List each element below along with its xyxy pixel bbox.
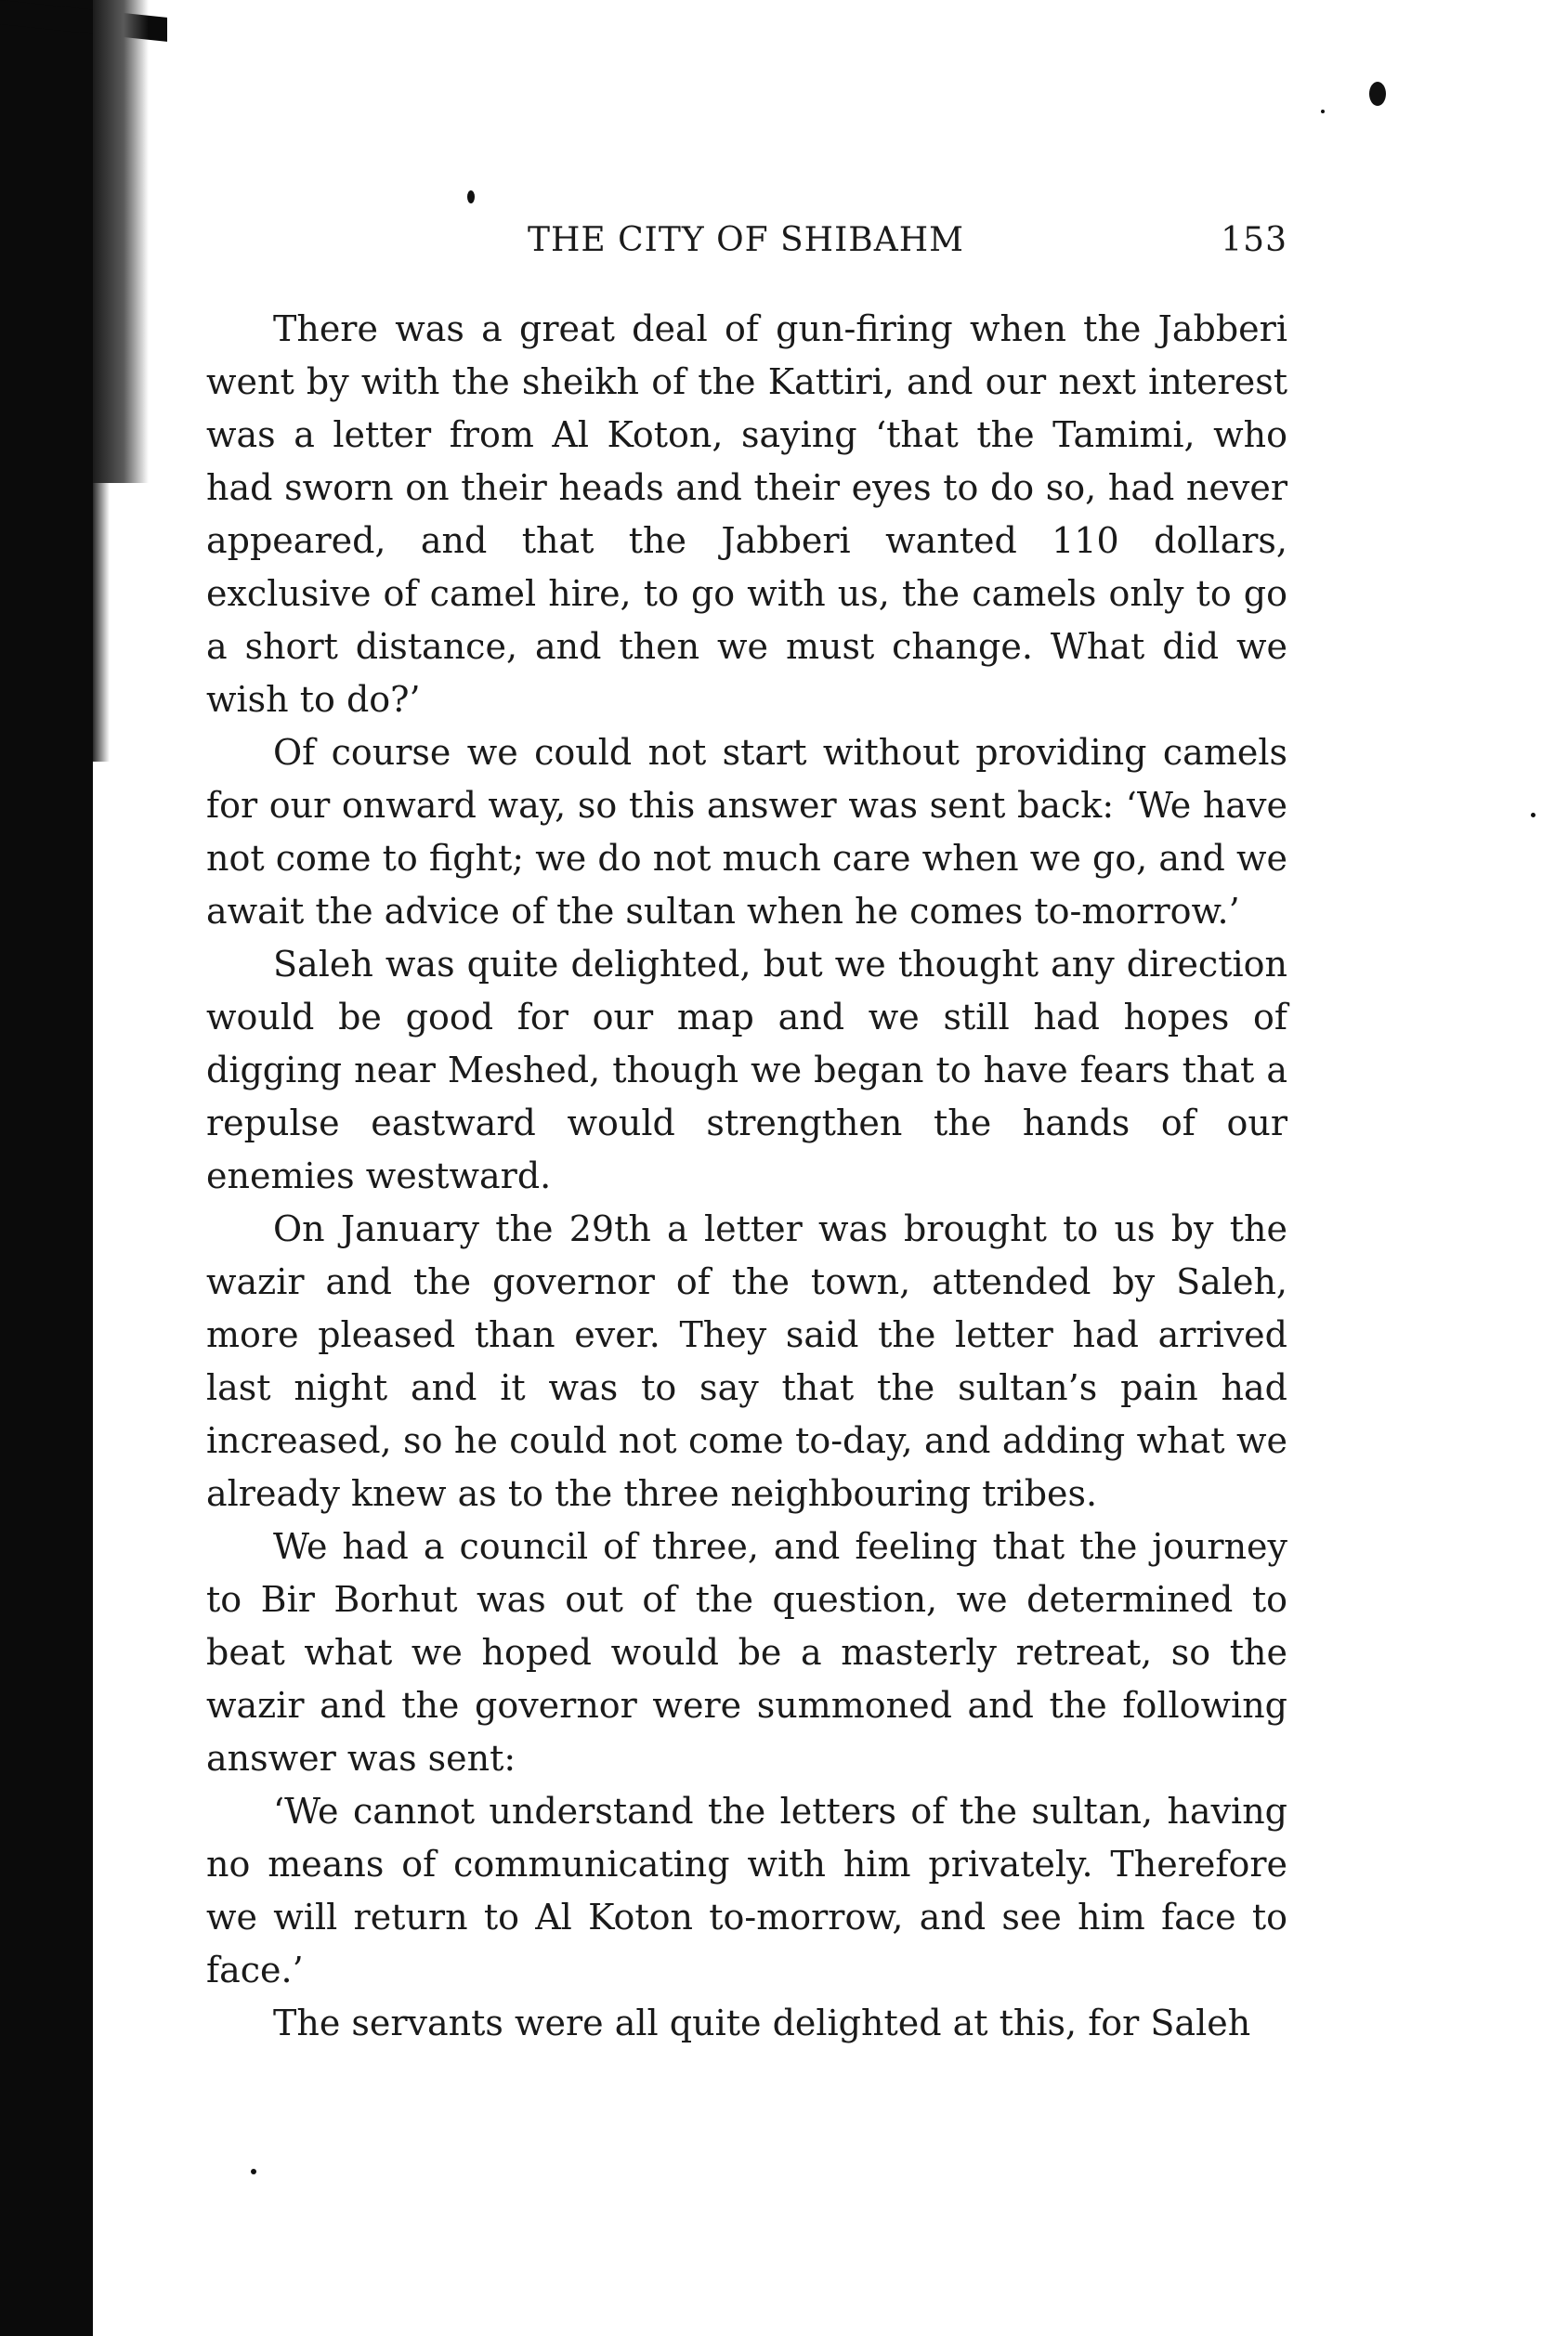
paragraph-january-29th: On January the 29th a letter was brought to us by the wazir and the governor of the town, attended by Saleh, more pleased than ever. They said the letter had arrived last night and it was to say that the sultan’s pain had increased, so he could not come to-day, and adding what we already knew as to the three neighbouring tribes. bbox=[206, 1208, 1287, 1514]
body-text bbox=[206, 303, 1287, 2050]
scan-binding-edge bbox=[93, 0, 149, 483]
scan-speck bbox=[1369, 82, 1386, 106]
paragraph-council-of-three: We had a council of three, and feeling that the journey to Bir Borhut was out of the question, we determined to beat what we hoped would be a masterly retreat, so the wazir and the governor were summoned and the following answer was sent: bbox=[206, 1526, 1287, 1779]
scan-speck bbox=[467, 190, 475, 203]
scan-binding-edge-lower bbox=[93, 483, 110, 762]
scan-binding-shadow bbox=[0, 0, 93, 2336]
running-title: THE CITY OF SHIBAHM bbox=[527, 221, 965, 259]
paragraph-answer-sent-back: Of course we could not start without providing camels for our onward way, so this answer was sent back: ‘We have not come to fight; we do not much care when we go, and we await the advice of the sultan when he comes to-morrow.’ bbox=[206, 732, 1287, 932]
paragraph-servants-delighted: The servants were all quite delighted at this, for Saleh bbox=[273, 2003, 1251, 2043]
scan-speck bbox=[1321, 110, 1325, 113]
page-number: 153 bbox=[1221, 221, 1287, 259]
paragraph-gun-firing: There was a great deal of gun-firing when the Jabberi went by with the sheikh of the Kattiri, and our next interest was a letter from Al Koton, saying ‘that the Tamimi, who had sworn on their heads and their eyes to do so, had never appeared, and that the Jabberi wanted 110 dollars, exclusive of camel hire, to go with us, the camels only to go a short distance, and then we must change. What did we wish to do?’ bbox=[206, 308, 1287, 720]
paragraph-letter-to-sultan: ‘We cannot understand the letters of the sultan, having no means of communicating with him privately. Therefore we will return to Al Koton to-morrow, and see him face to face.’ bbox=[206, 1791, 1287, 1990]
page-header bbox=[204, 221, 1287, 269]
scan-speck bbox=[251, 2169, 256, 2174]
paragraph-saleh-delighted: Saleh was quite delighted, but we thought any direction would be good for our map and we still had hopes of digging near Meshed, though we began to have fears that a repulse eastward would strengthen the hands of our enemies westward. bbox=[206, 944, 1287, 1196]
scan-speck bbox=[1531, 813, 1535, 817]
